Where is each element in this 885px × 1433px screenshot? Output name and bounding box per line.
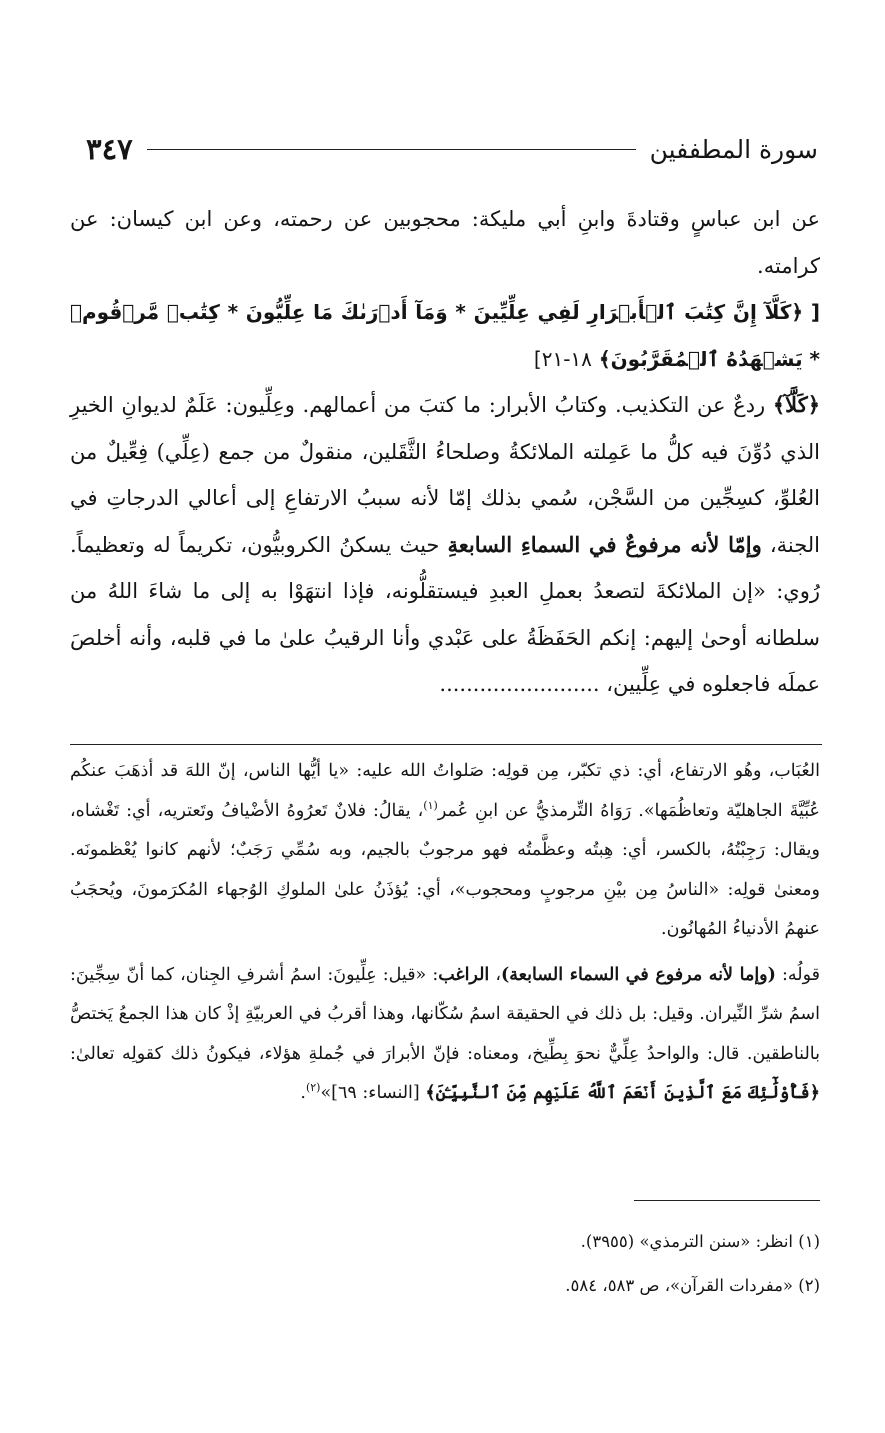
main-paragraph-3-bold: وإمّا لأنه مرفوعٌ في السماءِ السابعةِ — [447, 531, 762, 557]
hashiya-p2-lead: قولُه: — [775, 964, 820, 985]
hashiya-p1-text-a: العُبَاب، وهُو الارتفاع، أي: ذي تكبّر، مِن قولِه: صَلواتُ الله عليه: «يا أيُّها الناس، إنّ اللهَ قد أذهَبَ عنكُم عُبِّيَّةَ الجاهليّة وتعاظُمَها». رَوَاهُ التِّرمذيُّ عن ابنِ عُمر — [70, 761, 821, 821]
quran-verse: ﴿كَلَّآ إِنَّ كِتَٰبَ ٱلۡأَبۡرَارِ لَفِي عِلِّيِّينَ * وَمَآ أَدۡرَىٰكَ مَا عِلِّيُّونَ * كِتَٰبٞ مَّرۡقُومٞ * يَشۡهَدُهُ ٱلۡمُقَرَّبُونَ﴾ — [70, 300, 820, 371]
hashiya-paragraph-2 — [70, 956, 820, 1114]
main-commentary — [70, 196, 820, 708]
verse-bracket-open: [ — [810, 300, 820, 324]
main-paragraph-3-text-b: حيث يسكنُ الكروبيُّون، تكريماً له وتعظيماً. رُوي: «إن الملائكةَ لتصعدُ بعملِ العبدِ فيستقلُّونه، فإذا انتهَوْا به إلى ما شاءَ اللهُ من سلطانه أوحىٰ إليهم: إنكم الحَفَظَةُ على عَبْدي وأنا الرقيبُ علىٰ ما في قلبه، وأنه أخلصَ عملَه فاجعلوه في عِلِّيين، ........................ — [70, 532, 820, 696]
hashiya-paragraph-1 — [70, 752, 820, 950]
hashiya-p2-raghib: الراغب — [438, 964, 490, 985]
footnote-divider — [634, 1200, 820, 1201]
hashiya-p2-text: : «قيل: عِلِّيونَ: اسمُ أشرفِ الجِنان، كما أنّ سِجِّينَ: اسمُ شرِّ النِّيران. وقيل: بل ذلك في الحقيقة اسمُ سُكّانها، وهذا أقربُ في العربيّةِ إذْ كان هذا الجمعُ يَختصُّ بالناطقين. قال: والواحدُ عِلِّيٌّ نحوَ بِطِّيخ، ومعناه: فإنّ الأبرارَ في جُملةِ هؤلاء، فيكونُ ذلك كقولِه تعالىٰ: — [70, 964, 820, 1064]
quran-word: ﴿كَلَّآ﴾ — [772, 392, 820, 417]
main-paragraph-3 — [70, 382, 820, 708]
main-paragraph-3-text-a: ردعٌ عن التكذيب. وكتابُ الأبرار: ما كتبَ من أعمالهم. وعِلِّيون: عَلَمٌ لديوانِ الخيرِ الذي دُوِّنَ فيه كلُّ ما عَمِلته الملائكةُ وصلحاءُ الثَّقَلين، منقولٌ من جمع (عِلِّي) فِعِّيلٌ من العُلوِّ، كسِجِّين من السَّجْن، سُمي بذلك إمّا لأنه سببُ الارتفاعِ إلى أعالي الدرجاتِ في الجنة، — [70, 393, 820, 557]
hashiya-p2-end: . — [300, 1083, 306, 1103]
footnotes — [70, 1220, 820, 1308]
page-number: ٣٤٧ — [86, 132, 133, 166]
running-header — [86, 126, 818, 172]
main-divider — [70, 744, 822, 745]
surah-name: سورة المطففين — [649, 134, 818, 164]
hashiya-commentary — [70, 752, 820, 1114]
hashiya-p2-quote: (وإما لأنه مرفوع في السماء السابعة) — [501, 964, 776, 985]
footnote-marker-2: (٢) — [305, 1081, 321, 1095]
hashiya-p1-text-b: ، يقالُ: فلانٌ تَعرُوهُ الأضْيافُ وتَعتريه، أي: تَغْشاه، ويقال: رَجِبْتُهُ، بالكسر، أي: هِبتُه وعظَّمتُه فهو مرجوبٌ بالجيم، وبه سُمِّي رَجَبٌ؛ لأنهم كانوا يُعْظمونَه. ومعنىٰ قولِه: «الناسُ مِن بيْنِ مرجوبٍ ومحجوب»، أي: يُؤذَنُ علىٰ الملوكِ الوُجهاء المُكرَمونَ، ويُحجَبُ عنهمُ الأدنياءُ المُهانُون. — [70, 800, 820, 939]
hashiya-p2-comma: ، — [489, 964, 502, 985]
header-rule — [147, 149, 636, 150]
hashiya-p2-quran: ﴿فَأُوْلَٰٓئِكَ مَعَ ٱلَّذِينَ أَنۡعَمَ ٱللَّهُ عَلَيۡهِم مِّنَ ٱلنَّبِيِّـۧنَ﴾ — [425, 1083, 820, 1103]
footnote-2: (٢) «مفردات القرآن»، ص ٥٨٣، ٥٨٤. — [565, 1276, 820, 1295]
footnote-marker-1: (١) — [423, 798, 438, 812]
main-paragraph-1: عن ابن عباسٍ وقتادةَ وابنِ أبي مليكة: محجوبين عن رحمته، وعن ابن كيسان: عن كرامته. — [70, 207, 820, 278]
hashiya-p2-ref: [النساء: ٦٩]» — [320, 1083, 426, 1103]
verse-block — [70, 289, 820, 382]
footnote-1: (١) انظر: «سنن الترمذي» (٣٩٥٥). — [580, 1232, 820, 1251]
verse-reference: ١٨-٢١] — [533, 346, 592, 371]
